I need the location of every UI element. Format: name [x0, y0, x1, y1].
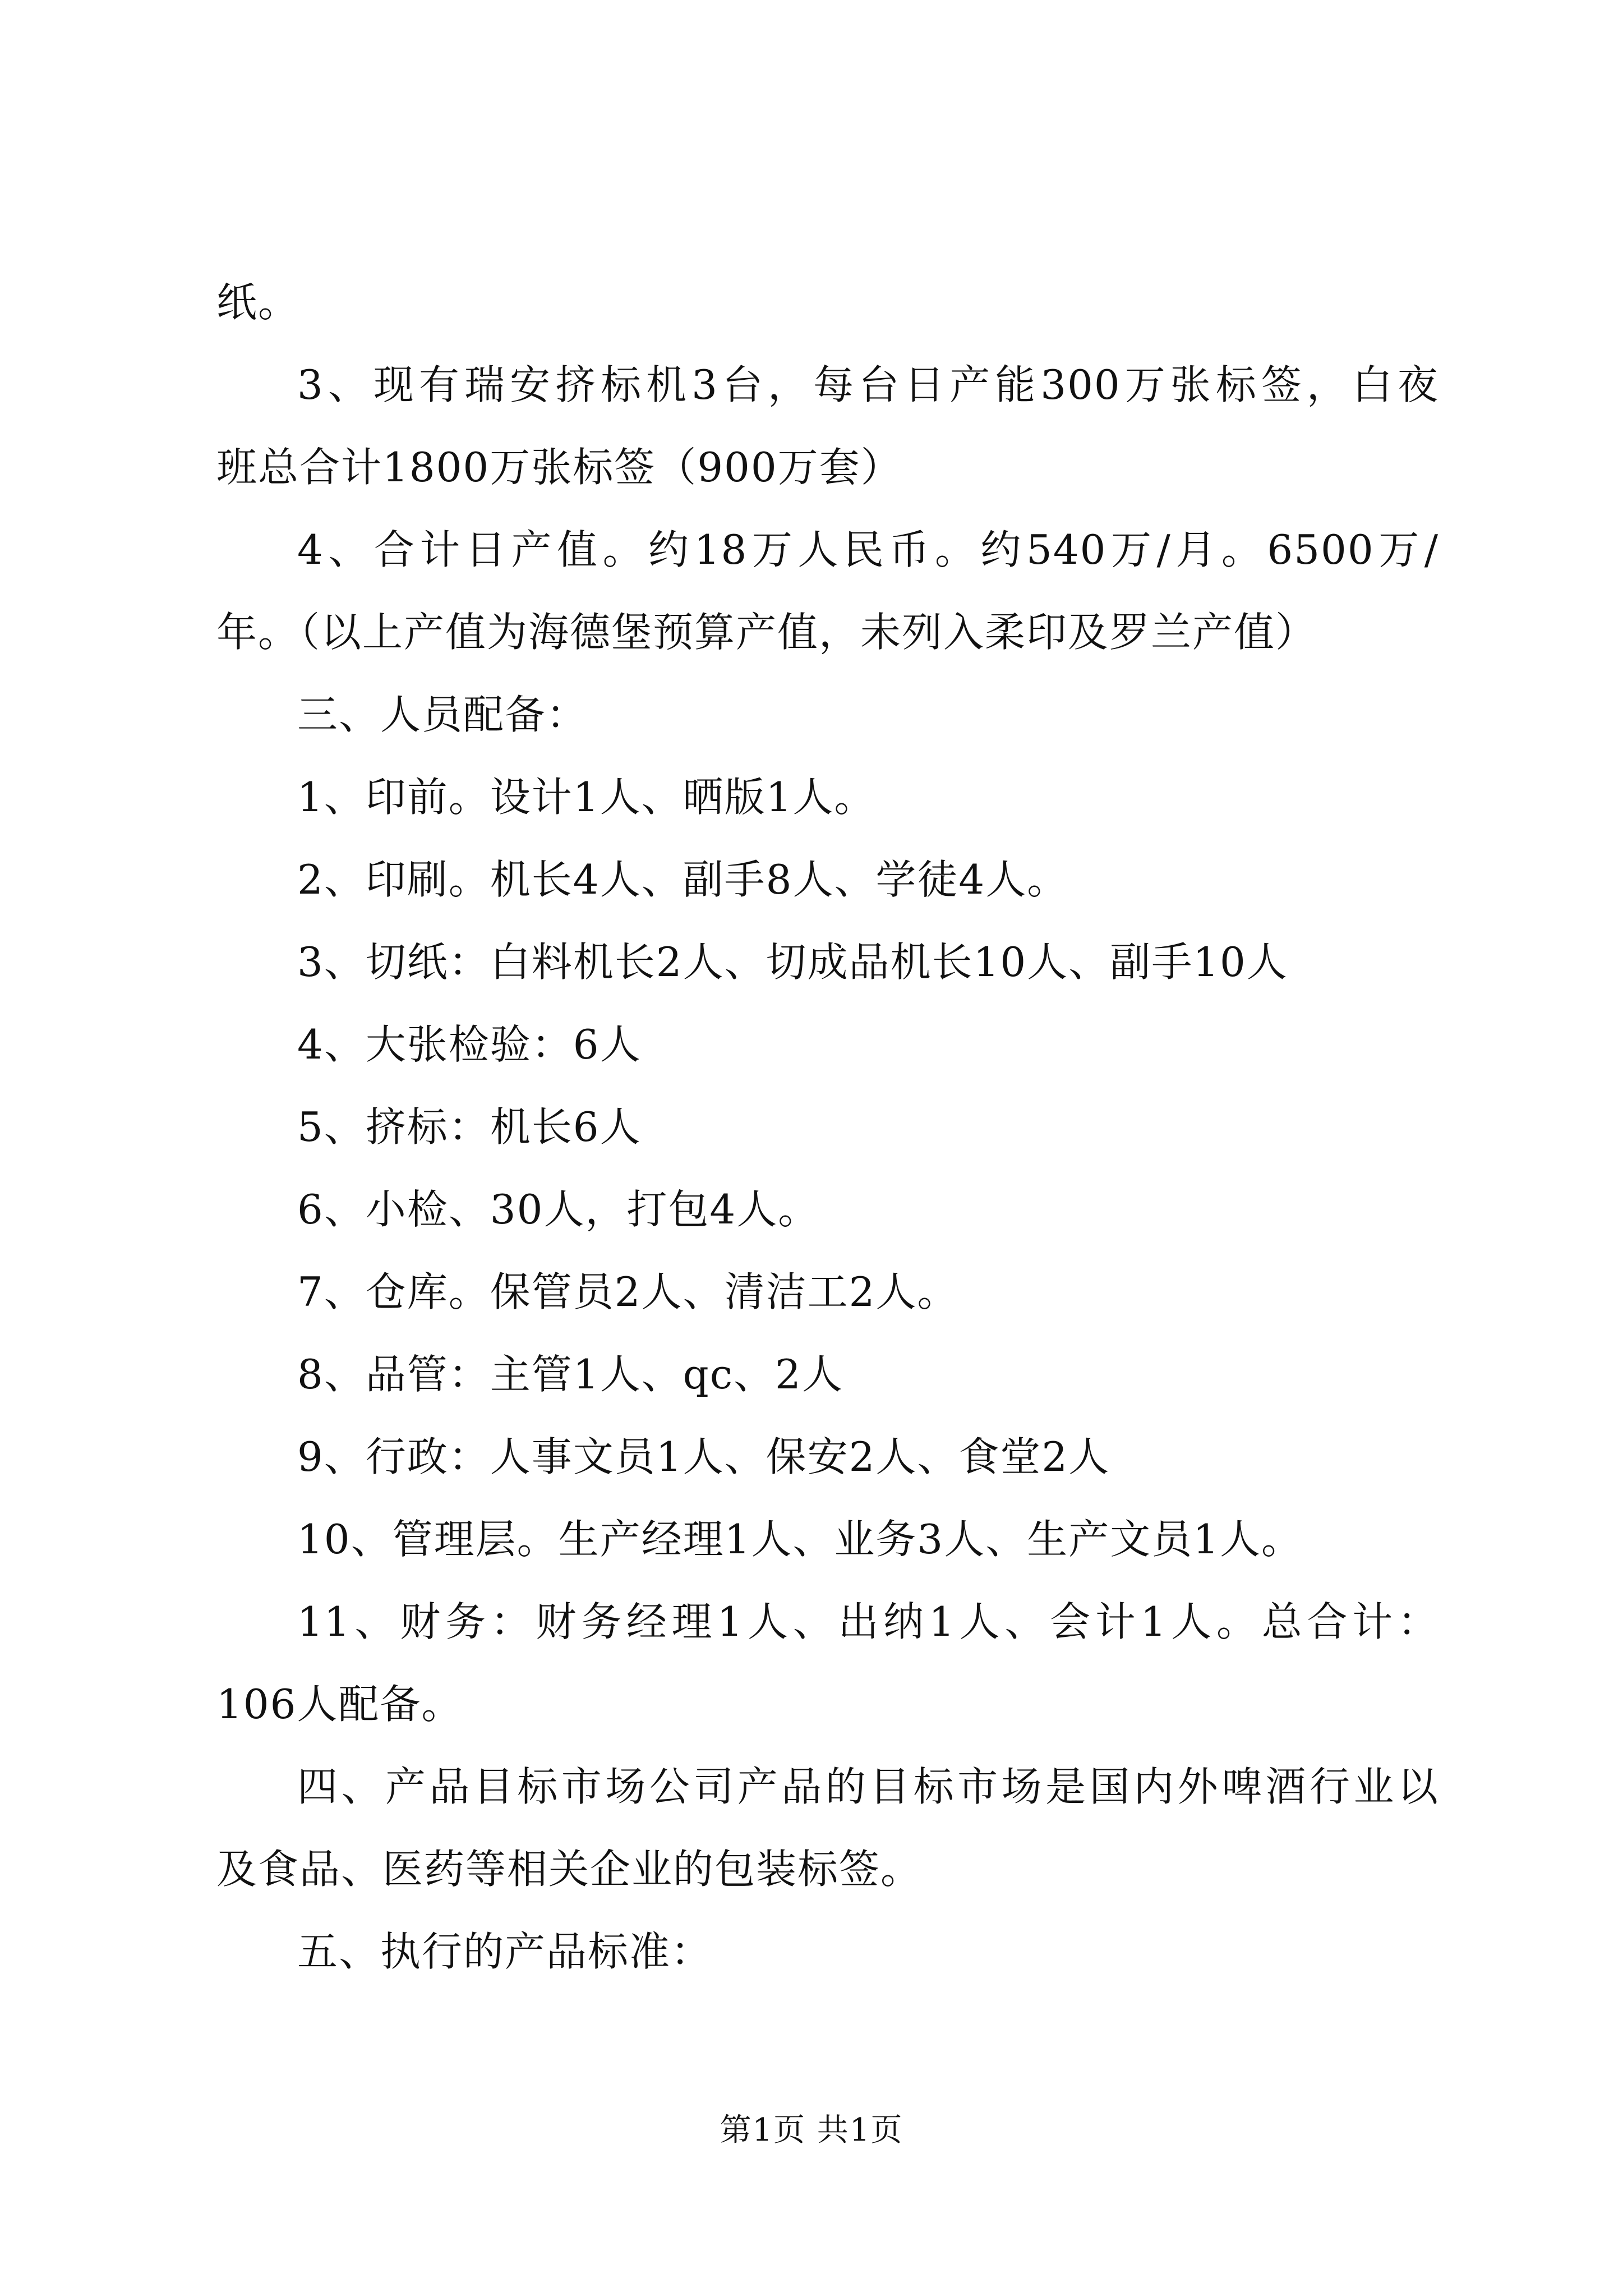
text-line: 5、挤标：机长6人 [297, 1103, 642, 1151]
text-line: 2、印刷。机长4人、副手8人、学徒4人。 [297, 856, 1069, 903]
section-heading: 五、执行的产品标准： [297, 1928, 713, 1975]
text-line: 8、品管：主管1人、qc、2人 [297, 1351, 843, 1398]
text-line: 及食品、医药等相关企业的包装标签。 [216, 1846, 923, 1893]
text-line: 9、行政：人事文员1人、保安2人、食堂2人 [297, 1433, 1110, 1480]
text-line: 班总合计1800万张标签（900万套） [216, 444, 902, 491]
text-line: 4、大张检验：6人 [297, 1021, 642, 1068]
text-line: 4、合计日产值。约18万人民币。约540万/月。6500万/ [297, 526, 1439, 573]
text-line: 11、财务：财务经理1人、出纳1人、会计1人。总合计： [297, 1598, 1439, 1645]
page-footer: 第1页 共1页 [720, 2112, 903, 2148]
text-line: 3、切纸：白料机长2人、切成品机长10人、副手10人 [297, 938, 1288, 986]
document-body [216, 261, 1439, 1993]
text-line: 7、仓库。保管员2人、清洁工2人。 [297, 1268, 959, 1315]
text-line: 3、现有瑞安挤标机3台，每台日产能300万张标签，白夜 [297, 361, 1439, 408]
text-line: 6、小检、30人，打包4人。 [297, 1186, 820, 1233]
text-line: 10、管理层。生产经理1人、业务3人、生产文员1人。 [297, 1516, 1303, 1563]
section-heading: 四、产品目标市场公司产品的目标市场是国内外啤酒行业以 [297, 1763, 1439, 1810]
text-line: 年。（以上产值为海德堡预算产值，未列入柔印及罗兰产值） [216, 609, 1317, 656]
text-line: 106人配备。 [216, 1681, 463, 1728]
section-heading: 三、人员配备： [297, 691, 588, 738]
text-line: 1、印前。设计1人、晒版1人。 [297, 774, 876, 821]
text-line: 纸。 [216, 279, 300, 326]
